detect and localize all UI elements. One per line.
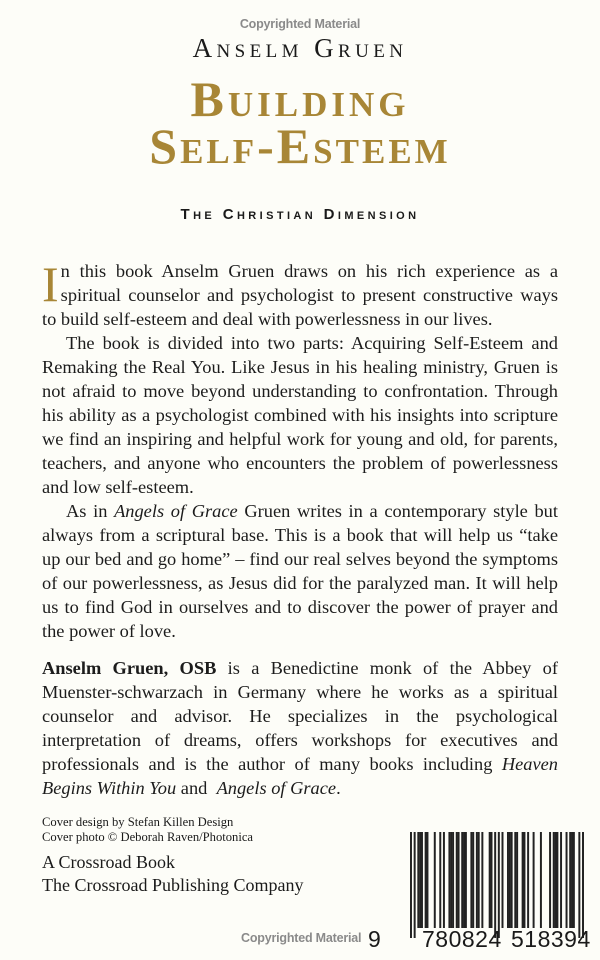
bio-text-3: . [336, 778, 341, 798]
description-paragraph-3 [42, 499, 558, 643]
barcode-bar [419, 832, 421, 928]
bio-author-name: Anselm Gruen, OSB [42, 658, 217, 678]
barcode-bar [507, 832, 509, 928]
barcode-bar [465, 832, 467, 928]
watermark-bottom: Copyrighted Material [241, 931, 362, 945]
barcode-bar [481, 832, 483, 928]
barcode-bar [489, 832, 491, 928]
book-subtitle: The Christian Dimension [180, 206, 420, 223]
book-title-line-2: Self-Esteem [149, 118, 451, 174]
barcode-bar [533, 832, 535, 928]
barcode-bar [494, 832, 496, 938]
barcode-bar [472, 832, 474, 928]
barcode-bar [569, 832, 571, 928]
barcode-bar [476, 832, 478, 928]
barcode-bar [523, 832, 525, 928]
bio-paragraph [42, 656, 558, 800]
barcode-bar [414, 832, 416, 938]
barcode-bar [417, 832, 419, 928]
publisher-line-1: A Crossroad Book [42, 852, 176, 872]
barcode-bar [439, 832, 441, 928]
barcode-bar [434, 832, 436, 928]
author-bio [42, 656, 558, 800]
barcode-bar [511, 832, 513, 928]
barcode-bar [555, 832, 557, 928]
barcode-bar [461, 832, 463, 928]
bio-text-1: is a Benedictine monk of the Abbey of Muenster-schwarzach in Germany where he works as a spiritual counselor and advisor. He specializes in the psychological interpretation of dreams, offers workshops for executives and professionals and is the author of many books including [42, 658, 558, 774]
barcode-bar [516, 832, 518, 928]
description-paragraph-2: The book is divided into two parts: Acquiring Self-Esteem and Remaking the Real You. Like Jesus in his healing ministry, Gruen is not afraid to move beyond understanding to confrontation. Through his ability as a psychologist combined with his insights into scripture we find an inspiring and helpful work for young and old, for parents, teachers, and anyone who encounters the problem of powerlessness and low self-esteem. [42, 333, 558, 497]
barcode-bar [470, 832, 472, 928]
description-paragraph-1 [42, 256, 558, 331]
barcode-bar [556, 832, 558, 928]
barcode-bar [522, 832, 524, 928]
cover-credits [42, 815, 253, 845]
bio-book-2: Angels of Grace [216, 778, 337, 798]
barcode-bar [452, 832, 454, 928]
barcode-bar [566, 832, 568, 928]
barcode-bar [491, 832, 493, 928]
bio-book-1: Heaven Begins Within You [42, 754, 558, 798]
book-description [42, 256, 558, 643]
author-name-heading: Anselm Gruen [192, 33, 408, 63]
barcode-bar [478, 832, 480, 928]
drop-cap: I [42, 256, 59, 312]
book-title-line-1: Building [190, 71, 410, 127]
barcode-bar [514, 832, 516, 928]
paragraph-1-text: n this book Anselm Gruen draws on his rich experience as a spiritual counselor and psychologist to present constructive ways to build self-esteem and deal with powerlessness in our lives. [42, 261, 558, 329]
isbn-first-digit: 9 [368, 926, 381, 952]
watermark-top: Copyrighted Material [239, 17, 361, 31]
barcode-bar [573, 832, 575, 928]
barcode-bar [502, 832, 504, 928]
barcode-bar [498, 832, 500, 938]
barcode-bar [425, 832, 427, 928]
barcode-bar [571, 832, 573, 928]
cover-photo-credit: Cover photo © Deborah Raven/Photonica [42, 830, 254, 844]
paragraph-3-text: Gruen writes in a contemporary style but always from a scriptural base. This is a book that will help us “take up our bed and go home” – find our real selves beyond the symptoms of our powerlessness, as Jesus did for the paralyzed man. It will help us to find God in ourselves and to discover the power of prayer and the power of love. [42, 501, 558, 641]
barcode-bar [421, 832, 423, 928]
bio-text-2: and [176, 778, 217, 798]
barcode-bar [549, 832, 551, 928]
isbn-group-2: 518394 [511, 926, 591, 952]
barcode-bar [458, 832, 460, 928]
paragraph-3-prefix: As in [66, 501, 115, 521]
barcode-bar [448, 832, 450, 928]
barcode-bar [426, 832, 428, 928]
barcode-bar [463, 832, 465, 928]
barcode-bar [456, 832, 458, 928]
barcode-bar [582, 832, 584, 938]
book-reference-angels-of-grace: Angels of Grace [114, 501, 238, 521]
isbn-group-1: 780824 [422, 926, 502, 952]
barcode-bar [553, 832, 555, 928]
publisher-info [42, 851, 304, 897]
barcode-bar [540, 832, 542, 928]
barcode-bar [509, 832, 511, 928]
barcode-bar [560, 832, 562, 928]
cover-design-credit: Cover design by Stefan Killen Design [42, 815, 234, 829]
barcode-bar [450, 832, 452, 928]
isbn-barcode [370, 812, 600, 960]
barcode-bar [443, 832, 445, 928]
barcode-bar [527, 832, 529, 928]
barcode-bar [578, 832, 580, 938]
publisher-line-2: The Crossroad Publishing Company [42, 875, 304, 895]
barcode-bar [410, 832, 412, 938]
